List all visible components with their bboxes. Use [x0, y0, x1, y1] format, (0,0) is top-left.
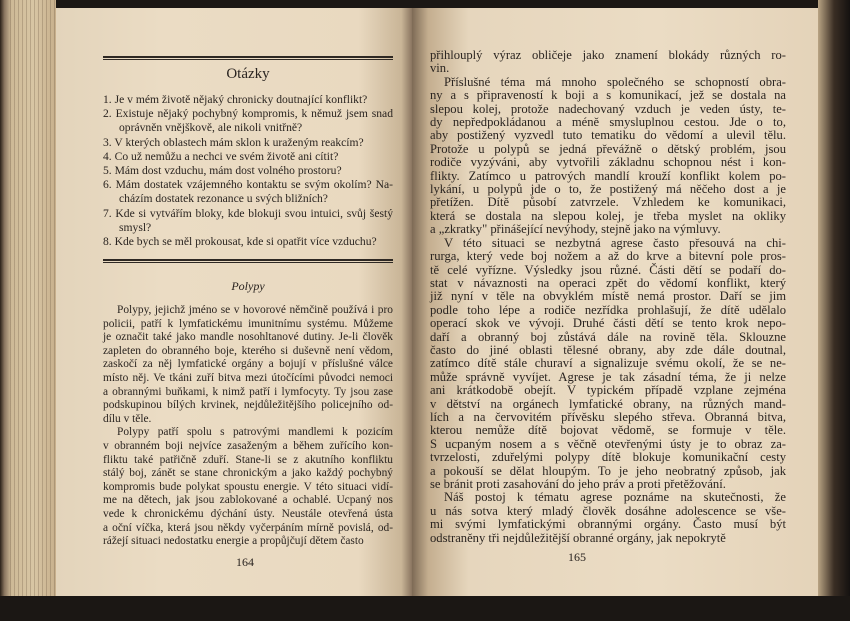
text-line: a „zkratky" přinášející nevýhody, stejně jako na výmluvy. [430, 222, 721, 237]
text-line: se bránit proti zasahování do jeho práv a proti přetěžování. [430, 477, 726, 491]
text-line: stat v návaznosti na operaci zpět do vědomí konflikt, který [430, 275, 786, 290]
paragraph [430, 237, 786, 492]
question-item [103, 178, 393, 206]
question-item [103, 164, 393, 178]
text-line: rážejí situaci nedostatku energie a propůjčují dětem často [103, 535, 364, 548]
text-line: dílu v těle. [103, 412, 152, 425]
question-item [103, 207, 393, 235]
text-line: daří a obranný boj zůstává dále na rovině těla. Sklouzne [430, 329, 786, 344]
text-line: přihlouplý výraz obličeje jako znamení blokády různých ro- [430, 48, 786, 62]
text-line: ny a s připraveností k boji a s komunikací, jež se dostala na [430, 88, 786, 103]
page-edge-lines [10, 0, 56, 621]
text-line: tvrzelosti, zduřelými polypy dítě blokuje komunikační cesty [430, 450, 786, 465]
paragraph [430, 491, 786, 545]
question-item [103, 93, 393, 107]
text-line: operací skok ve vývoji. Druhé části dětí se tento krok nepo- [430, 316, 786, 331]
text-line: fliktu také patřičně zduří. Stane-li se z akutního konfliktu [103, 453, 393, 466]
text-line: Polypy patří spolu s patrovými mandlemi k pozicím [117, 426, 393, 439]
text-line: často do jiné oblasti tělesné obrany, aby zde dále doutnal, [430, 342, 786, 357]
text-line: vede k chronickému dýchání ústy. Neustále otevřená ústa [103, 507, 393, 520]
book-right-edge [818, 0, 850, 621]
text-line: v obranném boji nejvíce zasaženým a během zuřícího kon- [103, 439, 393, 452]
book-page-edges [0, 0, 56, 621]
text-line: flikty. Zatímco u patrových mandlí krouží konflikt kolem po- [430, 168, 786, 183]
text-line: Polypy, jejichž jméno se v hovorové němčině používá i pro [117, 304, 393, 316]
text-line: Protože u polypů se jedná převážně o dětský problém, jsou [430, 141, 786, 156]
text-line: místo něj. Ve tkáni zuří bitva mezi útočícími původci nemoci [103, 371, 393, 384]
question-line: 7. Kde si vytvářím bloky, kde blokuji svou intuici, svůj šestý [103, 206, 393, 220]
text-line: Náš postoj k tématu agrese poznáme na skutečnosti, že [444, 490, 786, 505]
text-line: zaskočí za něj lymfatické orgány a bojují v příslušné válce [103, 358, 393, 371]
text-line: V této situaci se nezbytná agrese často přesouvá na chi- [444, 235, 786, 250]
text-line: u nás sotva který mladý člověk dosáhne adolescence se vše- [430, 503, 786, 518]
text-line: odstraněny tři nejdůležitější obranné orgány, jak nepokrytě [430, 530, 726, 545]
text-line: přetížen. Dítě působí zatvrzele. Vzhledem ke komunikaci, [430, 195, 786, 210]
text-line: rodiče vyzýváni, aby vytvořili základnu schopnou nést i kon- [430, 155, 786, 170]
text-line: S ucpaným nosem a s věčně otevřenými ústy je to obraz za- [430, 436, 786, 451]
box-top-rule [103, 56, 393, 60]
text-line: a obrannými buňkami, k nimž patří i lymfocyty. Ty jsou zase [103, 385, 393, 398]
paragraph [103, 304, 393, 426]
text-line: která se dostala na slepou kolej, je třeba myslet na okliky [430, 208, 786, 223]
text-line: v dětství na orgánech lymfatické obrany, na různých mand- [430, 396, 786, 411]
text-line: mi svými lymfatickými obrannými orgány. Často musí být [430, 517, 786, 532]
section-title: Polypy [231, 279, 265, 293]
question-item [103, 235, 393, 249]
background-bottom [0, 596, 850, 621]
question-line: 8. Kde bych se měl prokousat, kde si opatřit více vzduchu? [103, 235, 377, 249]
text-line: me na dětech, jak jsou zablokované a ochablé. Ucpaný nos [103, 494, 393, 507]
question-line: 5. Mám dost vzduchu, mám dost volného prostoru? [103, 164, 342, 178]
box-title: Otázky [226, 66, 270, 82]
paragraph [430, 49, 786, 76]
left-body-text [103, 304, 393, 549]
question-item [103, 136, 393, 150]
text-line: a oční víčka, která jsou někdy vyčerpáním mírně povislá, od- [103, 521, 393, 534]
page-number-left: 164 [236, 555, 254, 569]
text-line: zatímco dítě stále churaví a signalizuje svému okolí, že se ne- [430, 356, 786, 371]
question-line: 3. V kterých oblastech mám sklon k uraženým reakcím? [103, 135, 364, 149]
text-line: lykání, u polypů jde o to, že postižený má něčeho dost a je [430, 182, 786, 197]
question-line: 2. Existuje nějaký pochybný kompromis, k němuž jsem snad [103, 107, 393, 121]
question-line: oprávněn vnějškově, ale nikoli vnitřně? [119, 121, 303, 135]
text-line: Příslušné téma má mnoho společného se schopností obra- [444, 74, 786, 89]
text-line: zapleten do obranného boje, kterého si duševně není vědom, [103, 344, 393, 357]
text-line: tě celé vyřízne. Výsledky jsou různé. Části dětí se podaří do- [430, 262, 786, 277]
text-line: kompromis bude polykat spoustu energie. V této situaci vidí- [103, 480, 393, 493]
text-line: kterou nemůže dítě bojovat vědomě, se formuje v těle. [430, 423, 786, 438]
paragraph [430, 76, 786, 237]
question-line: cházím dostatek rezonance u svých bližních? [119, 192, 328, 206]
box-bottom-rule [103, 259, 393, 263]
text-line: může správně vyvíjet. Agrese je tak zásadní téma, že ji nelze [430, 369, 786, 384]
question-line: smysl? [119, 220, 152, 234]
text-line: ani krátkodobě obejít. V typickém případě vzplane zejména [430, 383, 786, 398]
text-line: již nyní v těle na obvyklém místě nemá prostor. Daří se jim [430, 289, 786, 304]
question-item [103, 107, 393, 135]
text-line: aby postižený vyzvedl tuto tematiku do vědomí a ulevil tělu. [430, 128, 786, 143]
question-line: 1. Je v mém životě nějaký chronicky doutnající konflikt? [103, 93, 368, 106]
question-line: 6. Mám dostatek vzájemného kontaktu se svým okolím? Na- [103, 178, 393, 192]
question-list [103, 93, 393, 249]
text-line: policii, patří k lymfatickému imunitnímu systému. Můžeme [103, 317, 393, 330]
text-line: je označit také jako mandle nosohltanové dutiny. Je-li člověk [103, 331, 393, 344]
text-line: rurga, který vede boj nožem a až do krve a bitevní pole pros- [430, 249, 786, 264]
text-line: slepou kolej, protože nadechovaný vzduch je veden ústy, te- [430, 101, 786, 116]
question-item [103, 150, 393, 164]
question-line: 4. Co už nemůžu a nechci ve svém životě ani cítit? [103, 149, 339, 163]
text-line: dy nepředpokládanou a méně smysluplnou cestou. Jde o to, [430, 115, 786, 130]
text-line: a pokouší se dělat hloupým. To je jeho neobratný způsob, jak [430, 463, 786, 478]
text-line: lích a na červovitém přívěsku slepého střeva. Obranná bitva, [430, 409, 786, 424]
page-number-right: 165 [568, 550, 586, 564]
right-body-text [430, 49, 786, 545]
text-line: podle toho lépe a rodiče nezřídka prohlašují, že dítě udělalo [430, 302, 786, 317]
paragraph [103, 426, 393, 548]
text-line: stálý boj, zánět se stane chronickým a jako každý pochybný [103, 467, 393, 480]
text-line: vin. [430, 61, 450, 76]
text-line: podskupinou bílých krvinek, nejdůležitějšího policejního od- [103, 399, 393, 412]
